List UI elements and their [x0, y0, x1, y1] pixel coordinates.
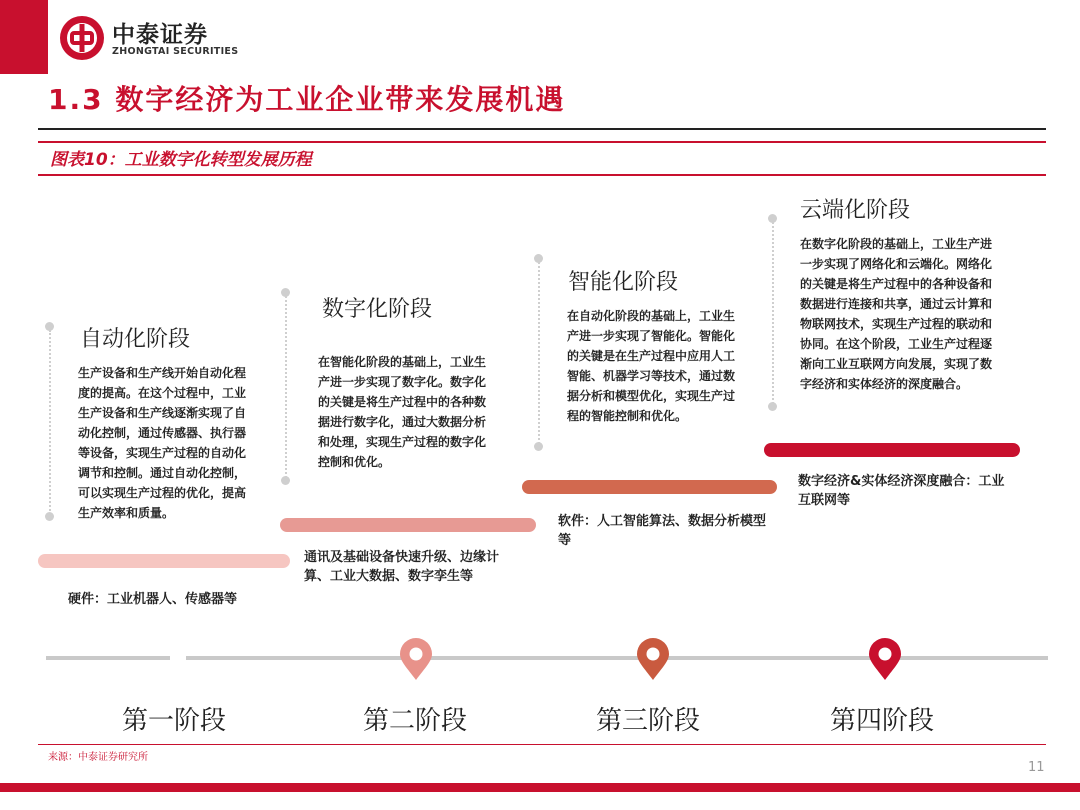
stage-1-dotted-line — [49, 330, 51, 518]
stage-3-bar — [522, 480, 777, 494]
timeline-segment — [186, 656, 1048, 660]
stage-4-note: 数字经济&实体经济深度融合：工业互联网等 — [798, 474, 1005, 508]
stage-1-bottom-dot — [45, 512, 54, 521]
page-number: 11 — [1028, 760, 1045, 775]
timeline-segment — [46, 656, 170, 660]
stage-1-bar — [38, 554, 290, 568]
title-divider — [38, 128, 1046, 130]
source-note: 来源：中泰证券研究所 — [48, 752, 148, 763]
stage-1-top-dot — [45, 322, 54, 331]
stage-3-description: 在自动化阶段的基础上，工业生产进一步实现了智能化。智能化的关键是在生产过程中应用人工智能、机器学习等技术，通过数据分析和模型优化，实现生产过程的智能控制和优化。 — [567, 309, 736, 423]
stage-1-description: 生产设备和生产线开始自动化程度的提高。在这个过程中，工业生产设备和生产线逐渐实现了自动化控制，通过传感器、执行器等设备，实现生产过程的自动化调节和控制。通过自动化控制，可以实现生产过程的优化，提高生产效率和质量。 — [78, 366, 247, 520]
stage-2-title: 数字化阶段 — [322, 297, 433, 322]
brand-name-cn: 中泰证券 — [112, 22, 208, 48]
brand-name-en: ZHONGTAI SECURITIES — [112, 46, 239, 57]
figure-title: 图表10：工业数字化转型发展历程 — [50, 150, 312, 170]
stage-3-note: 软件：人工智能算法、数据分析模型等 — [558, 514, 767, 548]
stage-2-dotted-line — [285, 296, 287, 482]
stage-2-note: 通讯及基础设备快速升级、边缘计算、工业大数据、数字孪生等 — [304, 550, 500, 584]
stage-3-title: 智能化阶段 — [568, 270, 679, 295]
stage-1-note: 硬件：工业机器人、传感器等 — [68, 592, 238, 607]
stage-3-bottom-dot — [534, 442, 543, 451]
stage-3-location-pin-icon — [635, 638, 671, 682]
stage-2-top-dot — [281, 288, 290, 297]
stage-4-bar — [764, 443, 1020, 457]
stage-4-title: 云端化阶段 — [800, 198, 911, 223]
stage-3-dotted-line — [538, 262, 540, 448]
stage-4-bottom-dot — [768, 402, 777, 411]
bottom-accent-bar — [0, 783, 1080, 792]
stage-4-location-pin-icon — [867, 638, 903, 682]
stage-4-top-dot — [768, 214, 777, 223]
phase-label-1: 第一阶段 — [122, 706, 227, 736]
stage-2-location-pin-icon — [398, 638, 434, 682]
company-logo-icon — [58, 14, 106, 62]
stage-2-bottom-dot — [281, 476, 290, 485]
phase-label-2: 第二阶段 — [363, 706, 468, 736]
phase-label-4: 第四阶段 — [830, 706, 935, 736]
slide-title: 1.3 数字经济为工业企业带来发展机遇 — [48, 83, 566, 116]
figure-title-bottom-rule — [38, 174, 1046, 176]
stage-1-title: 自动化阶段 — [80, 327, 191, 352]
stage-3-top-dot — [534, 254, 543, 263]
stage-2-description: 在智能化阶段的基础上，工业生产进一步实现了数字化。数字化的关键是将生产过程中的各种数据进行数字化，通过大数据分析和处理，实现生产过程的数字化控制和优化。 — [318, 355, 487, 469]
footer-rule — [38, 744, 1046, 745]
stage-4-description: 在数字化阶段的基础上，工业生产进一步实现了网络化和云端化。网络化的关键是将生产过程中的各种设备和数据进行连接和共享，通过云计算和物联网技术，实现生产过程的联动和协同。在这个阶段，工业生产过程逐渐向工业互联网方向发展，实现了数字经济和实体经济的深度融合。 — [800, 237, 993, 391]
phase-label-3: 第三阶段 — [596, 706, 701, 736]
top-accent-bar — [0, 0, 48, 74]
stage-2-bar — [280, 518, 536, 532]
stage-4-dotted-line — [772, 222, 774, 408]
figure-title-top-rule — [38, 141, 1046, 143]
